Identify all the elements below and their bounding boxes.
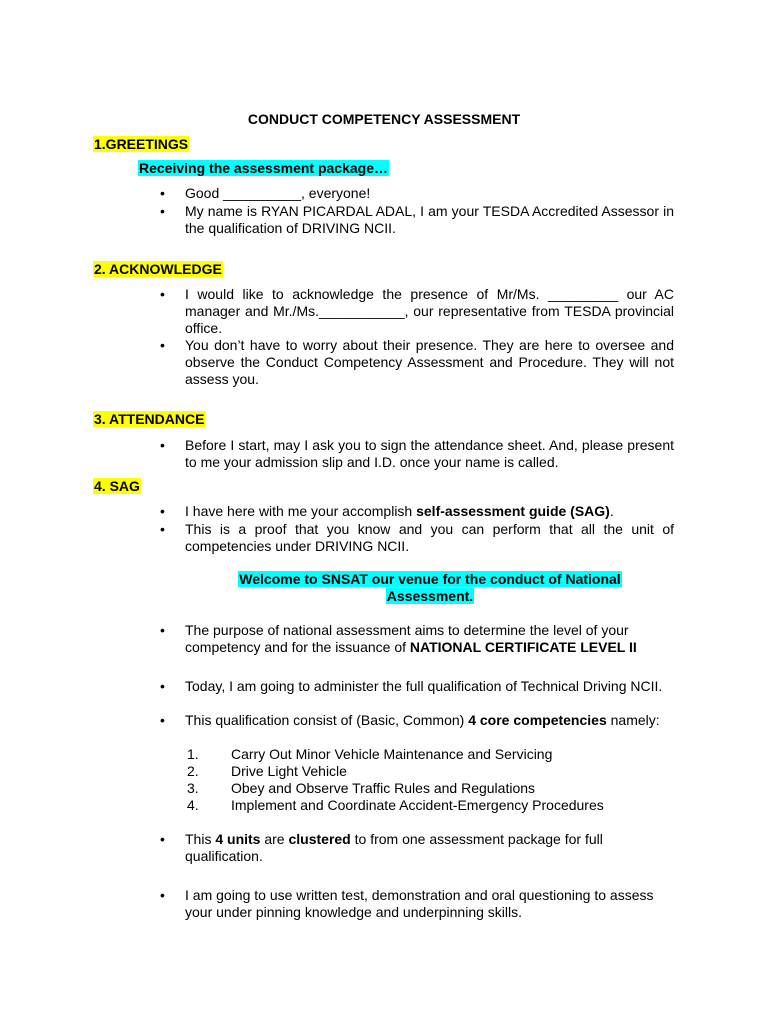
acknowledge-item-1: I would like to acknowledge the presence of Mr/Ms. _________ our AC manager and Mr./Ms.___________, our representative from TESDA provincial office.: [185, 286, 674, 336]
bullet-icon: •: [160, 203, 165, 219]
greeting-item-2: My name is RYAN PICARDAL ADAL, I am your TESDA Accredited Assessor in the qualification of DRIVING NCII.: [185, 203, 674, 236]
bullet-icon: •: [160, 337, 165, 353]
sag-item-2: This is a proof that you know and you can perform that all the unit of competencies under DRIVING NCII.: [185, 521, 674, 554]
competency-number: 1.: [187, 746, 199, 762]
heading-greetings: 1.GREETINGS: [94, 136, 189, 152]
heading-attendance: 3. ATTENDANCE: [94, 411, 205, 427]
attendance-item-1: Before I start, may I ask you to sign the attendance sheet. And, please present to me your admission slip and I.D. once your name is called.: [185, 437, 674, 470]
bullet-icon: •: [160, 678, 165, 694]
subheading-receiving-package: Receiving the assessment package…: [139, 160, 389, 176]
bullet-icon: •: [160, 286, 165, 302]
bullet-icon: •: [160, 831, 165, 847]
bullet-icon: •: [160, 521, 165, 537]
welcome-banner: Welcome to SNSAT our venue for the conduct of National Assessment.: [239, 571, 621, 604]
competency-item: Implement and Coordinate Accident-Emergency Procedures: [231, 797, 604, 813]
competency-item: Obey and Observe Traffic Rules and Regulations: [231, 780, 536, 796]
competency-item: Carry Out Minor Vehicle Maintenance and Servicing: [231, 746, 553, 762]
acknowledge-item-2: You don’t have to worry about their presence. They are here to oversee and observe the Conduct Competency Assessment and Procedure. They will not assess you.: [185, 337, 674, 387]
methods-item: I am going to use written test, demonstration and oral questioning to assess your under pinning knowledge and underpinning skills.: [185, 887, 654, 920]
bullet-icon: •: [160, 887, 165, 903]
bullet-icon: •: [160, 437, 165, 453]
competency-number: 3.: [187, 780, 199, 796]
heading-acknowledge: 2. ACKNOWLEDGE: [94, 261, 222, 277]
bullet-icon: •: [160, 622, 165, 638]
units-item: This 4 units are clustered to from one assessment package for full qualification.: [185, 831, 603, 864]
bullet-icon: •: [160, 712, 165, 728]
document-title: CONDUCT COMPETENCY ASSESSMENT: [247, 111, 521, 127]
purpose-item: The purpose of national assessment aims to determine the level of your competency and for the issuance of NATIONAL CERTIFICATE LEVEL II: [185, 622, 637, 655]
competency-item: Drive Light Vehicle: [231, 763, 347, 779]
today-item: Today, I am going to administer the full qualification of Technical Driving NCII.: [185, 678, 663, 694]
greeting-item-1: Good __________, everyone!: [185, 185, 371, 201]
bullet-icon: •: [160, 503, 165, 519]
competency-number: 2.: [187, 763, 199, 779]
bullet-icon: •: [160, 185, 165, 201]
heading-sag: 4. SAG: [94, 478, 140, 494]
sag-item-1: I have here with me your accomplish self-assessment guide (SAG).: [185, 503, 614, 519]
consist-item: This qualification consist of (Basic, Common) 4 core competencies namely:: [185, 712, 660, 728]
competency-number: 4.: [187, 797, 199, 813]
